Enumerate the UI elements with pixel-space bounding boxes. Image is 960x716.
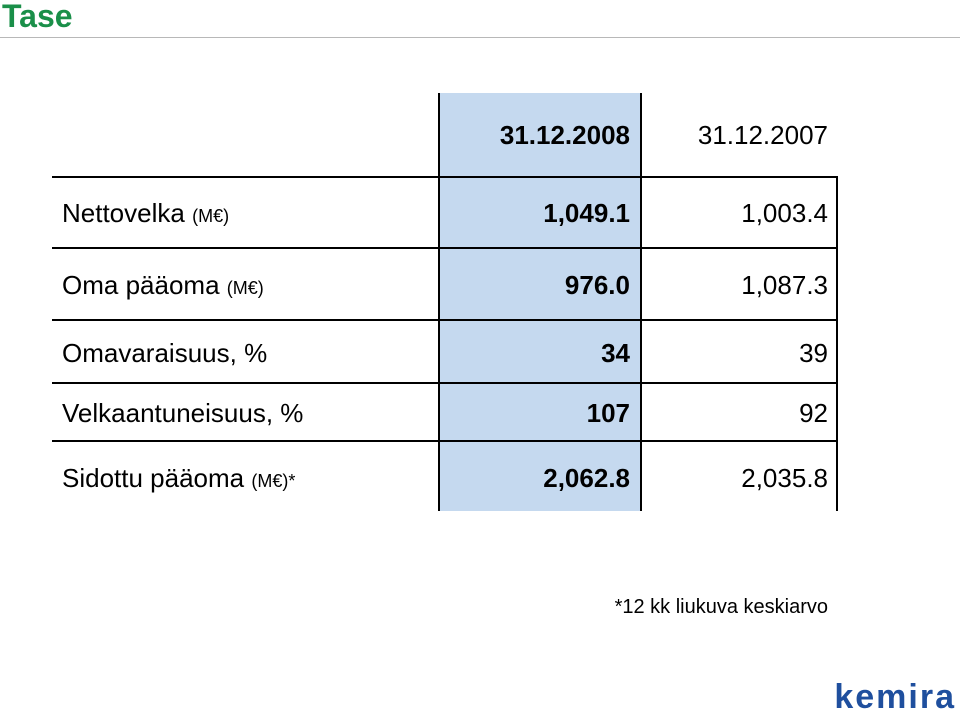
table-row-label (62, 270, 264, 303)
table-row-label (62, 463, 295, 496)
title-divider (0, 37, 960, 38)
table-cell-2008: 2,062.8 (543, 463, 630, 493)
table-row-label (62, 338, 267, 368)
table-cell-2007: 1,087.3 (741, 270, 828, 300)
row-label-text: Omavaraisuus, % (62, 338, 268, 368)
row-unit: (M€) (226, 278, 264, 298)
table-cell-2007: 1,003.4 (741, 198, 828, 228)
footnote: *12 kk liukuva keskiarvo (614, 596, 828, 618)
row-unit: (M€)* (251, 471, 296, 491)
table-row-label (62, 398, 303, 428)
row-label-text: Sidottu pääoma (62, 463, 245, 493)
table-cell-2008: 1,049.1 (543, 198, 630, 228)
table-vline-left (438, 93, 440, 511)
table-cell-2008: 107 (586, 398, 630, 428)
table-cell-2007: 92 (799, 398, 828, 428)
page-title: Tase (2, 0, 73, 34)
row-label-text: Oma pääoma (62, 270, 220, 300)
table-cell-2007: 2,035.8 (741, 463, 828, 493)
row-label-text: Nettovelka (62, 198, 185, 228)
logo-text: kemira (834, 678, 956, 716)
table-hline (52, 382, 838, 384)
table-cell-2008: 976.0 (564, 270, 630, 300)
table-vline-right (836, 176, 838, 511)
table-cell-2007: 39 (799, 338, 828, 368)
row-label-text: Velkaantuneisuus, % (62, 398, 304, 428)
table-hline (52, 440, 838, 442)
table-vline-mid (640, 93, 642, 511)
table-row-label (62, 198, 229, 231)
table-hline (52, 247, 838, 249)
table-cell-2008: 34 (601, 338, 630, 368)
highlight-column-2008 (439, 93, 641, 511)
column-header-2007: 31.12.2007 (697, 120, 828, 150)
table-hline (52, 176, 838, 178)
kemira-logo (828, 676, 958, 716)
table-hline (52, 319, 838, 321)
column-header-2008: 31.12.2008 (499, 120, 630, 150)
row-unit: (M€) (192, 206, 230, 226)
